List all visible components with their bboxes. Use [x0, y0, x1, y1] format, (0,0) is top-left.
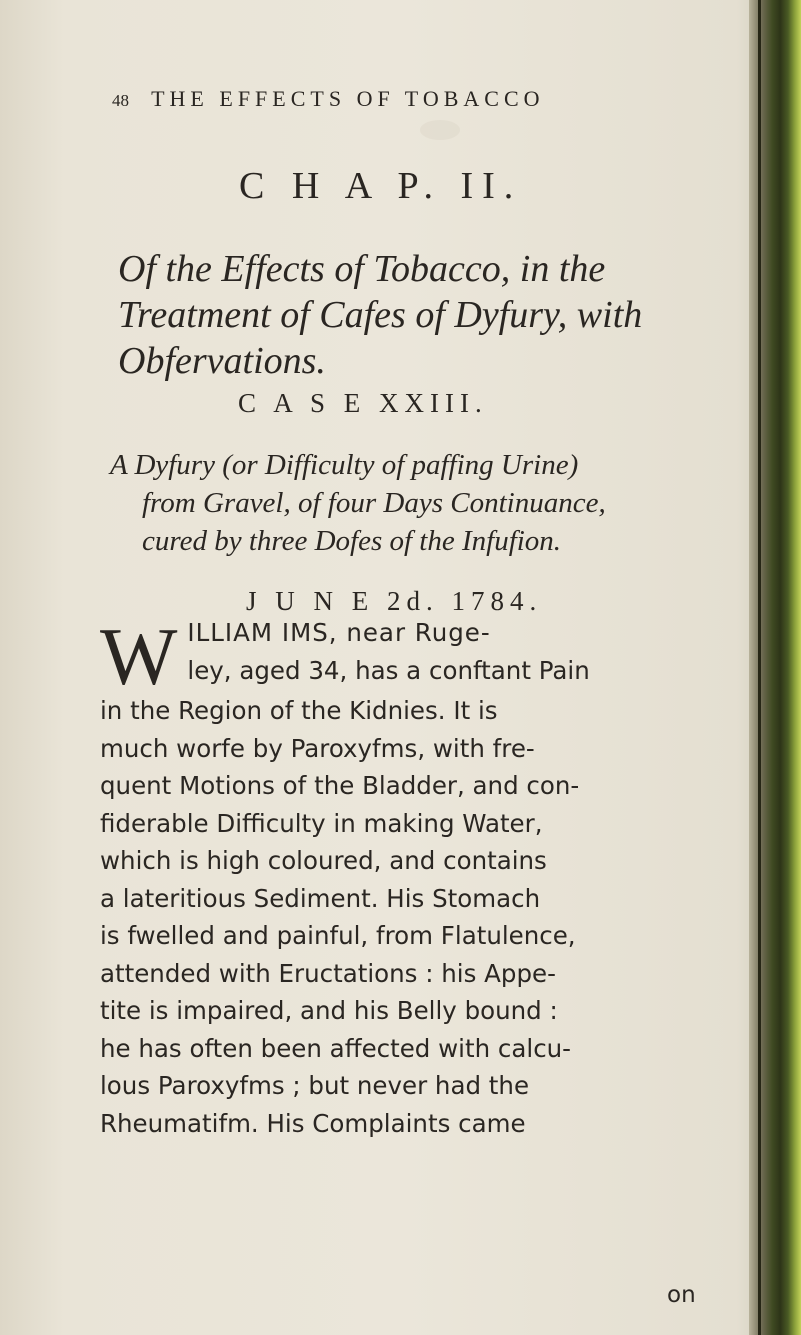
chapter-title: [118, 246, 718, 384]
page-number: 48: [112, 91, 129, 110]
body-line: quent Motions of the Bladder, and con-: [100, 771, 580, 800]
paper-smudge: [420, 120, 460, 140]
body-line: he has often been affected with calcu-: [100, 1033, 572, 1063]
case-subtitle: [110, 446, 730, 560]
body-line: fiderable Difficulty in making Water,: [100, 808, 543, 838]
body-line: much worfe by Paroxyfms, with fre-: [100, 733, 535, 763]
body-line: lous Paroxyfms ; but never had the: [100, 1071, 530, 1100]
body-line: tite is impaired, and his Belly bound :: [100, 996, 558, 1025]
case-subtitle-line: from Gravel, of four Days Continuance,: [142, 487, 606, 519]
body-line: ley, aged 34, has a conftant Pain: [187, 655, 590, 685]
chapter-title-line: Of the Effects of Tobacco, in the: [118, 248, 606, 290]
body-line: which is high coloured, and contains: [100, 846, 547, 875]
drop-cap: W: [100, 611, 178, 702]
binding-shadow-line: [758, 0, 761, 1335]
chapter-title-line: Treatment of Cafes of Dyfury, with: [118, 294, 643, 336]
book-binding-edge: [749, 0, 801, 1335]
body-line: attended with Eructations : his Appe-: [100, 958, 556, 988]
body-line: in the Region of the Kidnies. It is: [100, 696, 498, 725]
running-header: [112, 86, 545, 112]
body-line: a lateritious Sediment. His Stomach: [100, 883, 541, 913]
case-subtitle-line: cured by three Dofes of the Infufion.: [142, 525, 562, 557]
chapter-label: C H A P. II.: [239, 165, 523, 207]
body-line: ILLIAM IMS, near Ruge-: [187, 618, 491, 647]
body-text: [100, 611, 740, 1142]
body-line: is fwelled and painful, from Flatulence,: [100, 921, 576, 950]
body-line: Rheumatifm. His Complaints came: [100, 1108, 526, 1138]
case-subtitle-line: A Dyfury (or Difficulty of paffing Urine): [110, 449, 579, 481]
case-date: J U N E 2d. 1784.: [246, 586, 543, 616]
running-head-title: THE EFFECTS OF TOBACCO: [151, 86, 545, 111]
case-label: C A S E XXIII.: [238, 388, 488, 418]
catchword: on: [667, 1282, 696, 1308]
chapter-title-line: Obfervations.: [118, 340, 326, 382]
